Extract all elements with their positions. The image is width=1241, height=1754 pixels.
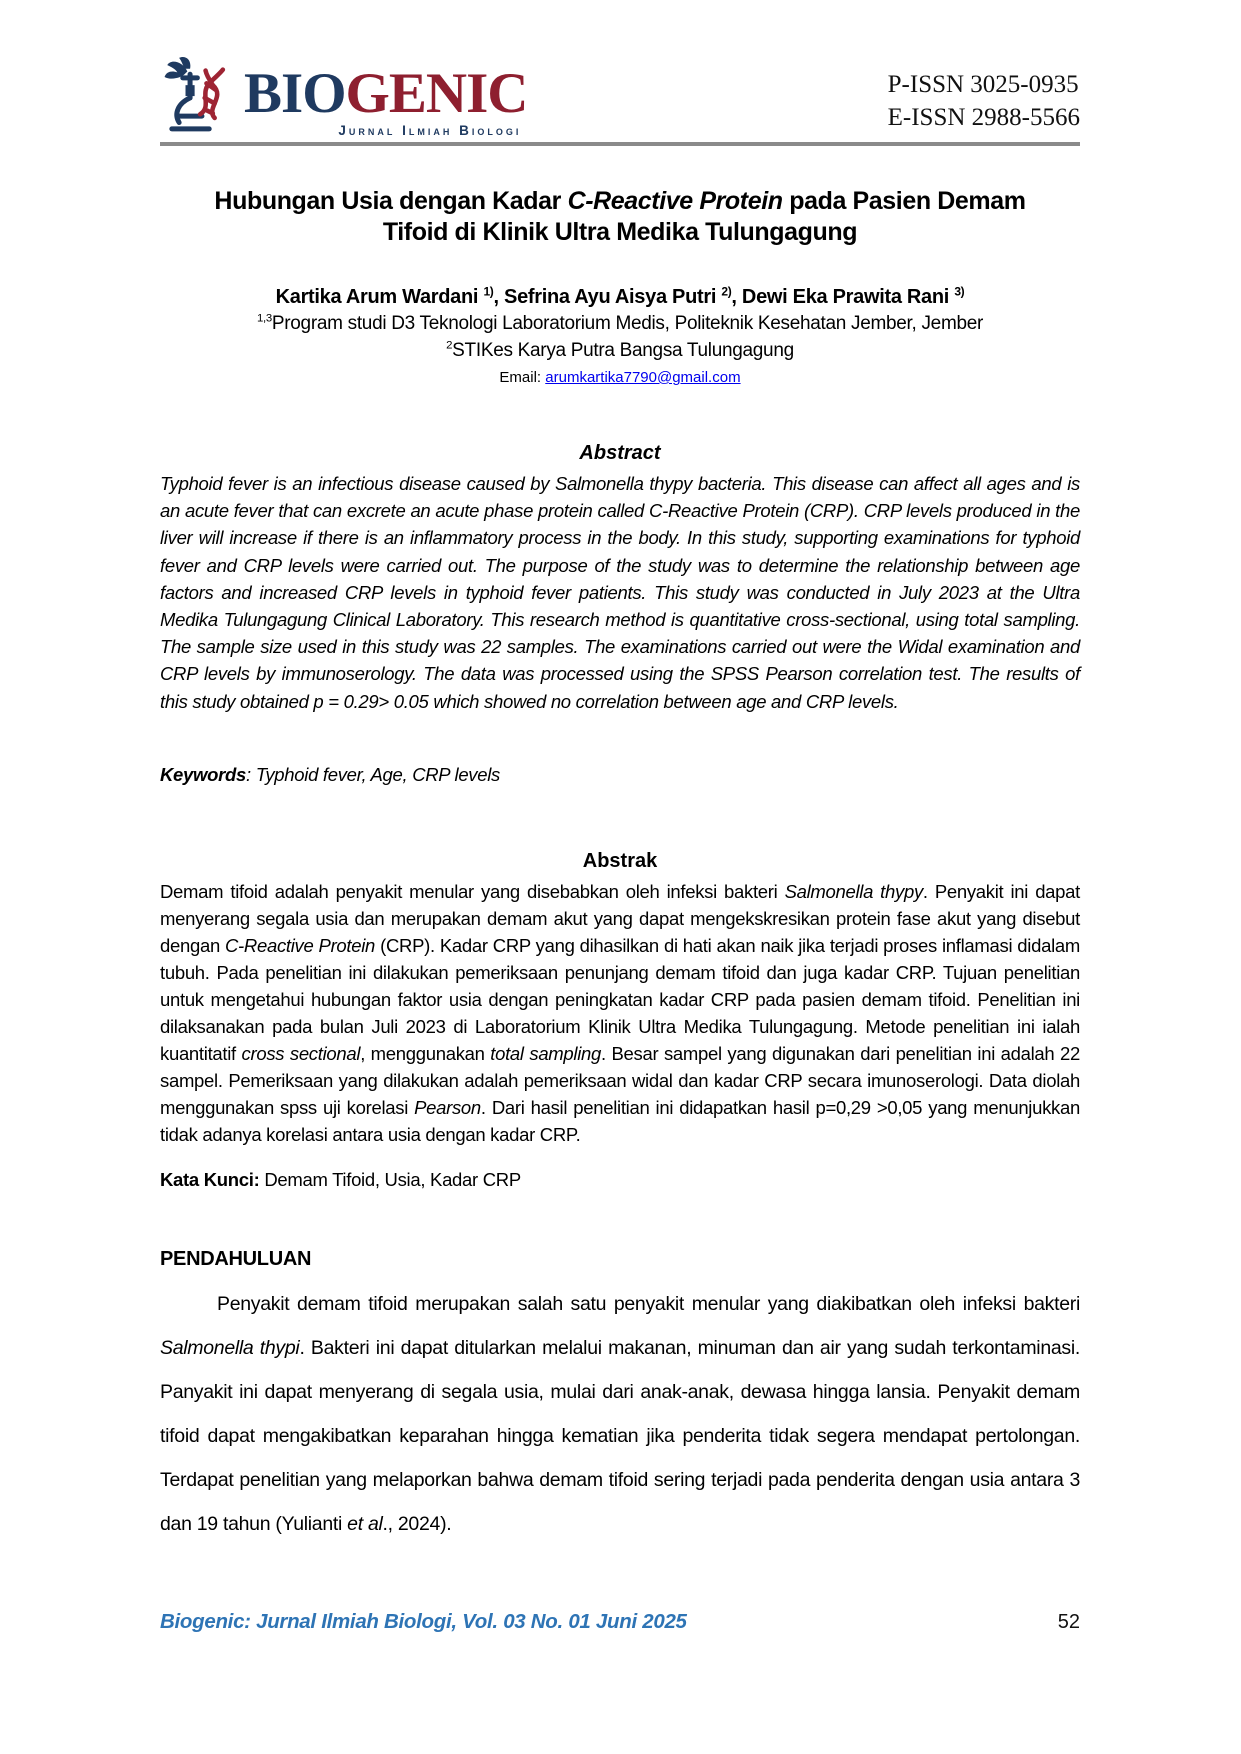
pendahuluan-heading: PENDAHULUAN	[160, 1247, 312, 1270]
journal-header	[160, 0, 1080, 138]
keywords-line: Keywords: Typhoid fever, Age, CRP levels	[160, 763, 501, 785]
issn-block	[888, 68, 1080, 138]
e-issn: E-ISSN 2988-5566	[887, 104, 1080, 131]
article-title: Hubungan Usia dengan Kadar C-Reactive Protein pada Pasien Demam Tifoid di Klinik Ultra Medika Tulungagung	[214, 187, 1026, 246]
microscope-dna-leaf-icon	[160, 56, 242, 138]
footer-journal-line: Biogenic: Jurnal Ilmiah Biologi, Vol. 03 No. 01 Juni 2025	[160, 1610, 687, 1633]
abstrak-heading: Abstrak	[582, 849, 658, 872]
authors-line: Kartika Arum Wardani $^{1)}$, Sefrina Ayu Aisya Putri $^{2)}$, Dewi Eka Prawita Rani $^{3)}$	[275, 284, 965, 308]
email-label: Email:	[499, 369, 546, 386]
logo-word-genic: GENIC	[345, 62, 528, 125]
logo-wordmark	[244, 62, 528, 125]
header-divider	[160, 142, 1080, 146]
abstrak-body: Demam tifoid adalah penyakit menular yang disebabkan oleh infeksi bakteri Salmonella thypy. Penyakit ini dapat menyerang segala usia dan merupakan demam akut yang dapat mengekskresikan protein fase akut yang disebut dengan C-Reactive Protein (CRP). Kadar CRP yang dihasilkan di hati akan naik jika terjadi proses inflamasi didalam tubuh. Pada penelitian ini dilakukan pemeriksaan penunjang demam tifoid dan juga kadar CRP. Tujuan penelitian untuk mengetahui hubungan faktor usia dengan peningkatan kadar CRP pada pasien demam tifoid. Penelitian ini dilaksanakan pada bulan Juli 2023 di Laboratorium Klinik Ultra Medika Tulungagung. Metode penelitian ini ialah kuantitatif cross sectional, menggunakan total sampling. Besar sampel yang digunakan dari penelitian ini adalah 22 sampel. Pemeriksaan yang dilakukan adalah pemeriksaan widal dan kadar CRP secara imunoserologi. Data diolah menggunakan spss uji korelasi Pearson. Dari hasil penelitian ini didapatkan hasil p=0,29 >0,05 yang menunjukkan tidak adanya korelasi antara usia dengan kadar CRP.	[160, 880, 1081, 1145]
email-line	[160, 368, 1080, 388]
kata-kunci-line: Kata Kunci: Demam Tifoid, Usia, Kadar CRP	[160, 1168, 521, 1190]
logo-text	[244, 62, 528, 138]
page-footer	[160, 1610, 1080, 1634]
pendahuluan-paragraph: Penyakit demam tifoid merupakan salah satu penyakit menular yang diakibatkan oleh infeksi bakteri Salmonella thypi. Bakteri ini dapat ditularkan melalui makanan, minuman dan air yang sudah terkontaminasi. Panyakit ini dapat menyerang di segala usia, mulai dari anak-anak, dewasa hingga lansia. Penyakit demam tifoid dapat mengakibatkan keparahan hingga kematian jika penderita tidak segera mendapat pertolongan. Terdapat penelitian yang melaporkan bahwa demam tifoid sering terjadi pada penderita dengan usia antara 3 dan 19 tahun (Yulianti et al., 2024).	[160, 1292, 1081, 1535]
abstract-body: Typhoid fever is an infectious disease caused by Salmonella thypy bacteria. This disease can affect all ages and is an acute fever that can excrete an acute phase protein called C-Reactive Protein (CRP). CRP levels produced in the liver will increase if there is an inflammatory process in the body. In this study, supporting examinations for typhoid fever and CRP levels were carried out. The purpose of the study was to determine the relationship between age factors and increased CRP levels in typhoid fever patients. This study was conducted in July 2023 at the Ultra Medika Tulungagung Clinical Laboratory. This research method is quantitative cross-sectional, using total sampling. The sample size used in this study was 22 samples. The examinations carried out were the Widal examination and CRP levels by immunoserology. The data was processed using the SPSS Pearson correlation test. The results of this study obtained p = 0.29> 0.05 which showed no correlation between age and CRP levels.	[160, 473, 1080, 712]
affiliation-1: $^{1,3}$Program studi D3 Teknologi Laboratorium Medis, Politeknik Kesehatan Jember, Jember	[256, 312, 984, 334]
email-link[interactable]: arumkartika7790@gmail.com	[545, 369, 741, 386]
affiliation-2: $^2$STIKes Karya Putra Bangsa Tulungagung	[446, 339, 794, 361]
biogenic-logo	[160, 56, 527, 138]
abstract-heading: Abstract	[579, 442, 661, 464]
p-issn: P-ISSN 3025-0935	[887, 71, 1079, 98]
footer-page-number: 52	[1057, 1611, 1080, 1633]
logo-word-bio: BIO	[244, 62, 346, 125]
logo-tagline: Jurnal Ilmiah Biologi	[338, 123, 522, 138]
